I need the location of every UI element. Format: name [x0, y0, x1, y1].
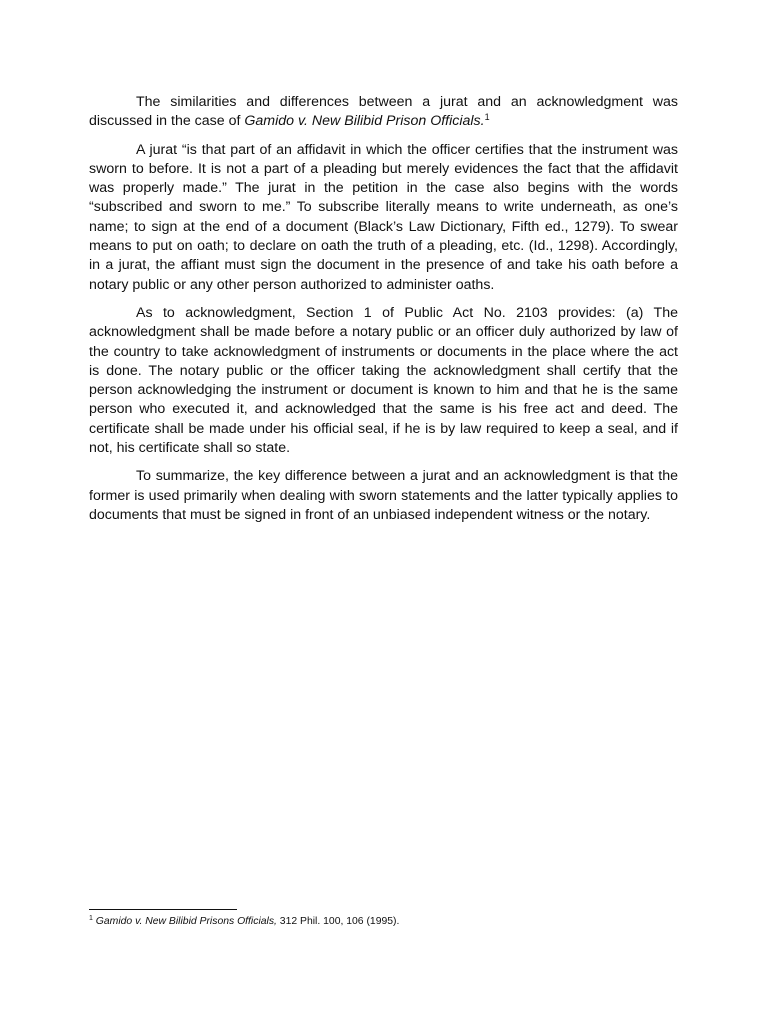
paragraph-acknowledgment: As to acknowledgment, Section 1 of Public Act No. 2103 provides: (a) The acknowledgment shall be made before a notary public or an officer duly authorized by law of the country to take acknowledgment of instruments or documents in the place where the act is done. The notary public or the officer taking the acknowledgment shall certify that the person acknowledging the instrument or document is known to him and that he is the same person who executed it, and acknowledged that the same is his free act and deed. The certificate shall be made under his official seal, if he is by law required to keep a seal, and if not, his certificate shall so state.: [89, 304, 678, 457]
document-body: [89, 93, 678, 525]
paragraph-intro: [89, 93, 678, 132]
case-title-italic: Gamido v. New Bilibid Prison Officials.: [244, 113, 485, 130]
paragraph-jurat: A jurat “is that part of an affidavit in which the officer certifies that the instrument was sworn to before. It is not a part of a pleading but merely evidences the fact that the affidavit was properly made.” The jurat in the petition in the case also begins with the words “subscribed and sworn to me.” To subscribe literally means to write underneath, as one’s name; to sign at the end of a document (Black’s Law Dictionary, Fifth ed., 1279). To swear means to put on oath; to declare on oath the truth of a pleading, etc. (Id., 1298). Accordingly, in a jurat, the affiant must sign the document in the presence of and take his oath before a notary public or any other person authorized to administer oaths.: [89, 141, 678, 293]
footnote-reference[interactable]: 1: [484, 112, 490, 123]
footnote-case-title: Gamido v. New Bilibid Prisons Officials,: [95, 916, 277, 927]
footnote-number: 1: [89, 915, 93, 922]
footnote-separator: [89, 909, 237, 910]
paragraph-intro-text: The similarities and differences between a jurat and an acknowledgment was discussed in the case of: [89, 94, 678, 130]
paragraph-summary: To summarize, the key difference between a jurat and an acknowledgment is that the former is used primarily when dealing with sworn statements and the latter typically applies to documents that must be signed in front of an unbiased independent witness or the notary.: [89, 468, 678, 523]
footnote: [89, 915, 678, 929]
footnote-citation: 312 Phil. 100, 106 (1995).: [276, 916, 400, 927]
